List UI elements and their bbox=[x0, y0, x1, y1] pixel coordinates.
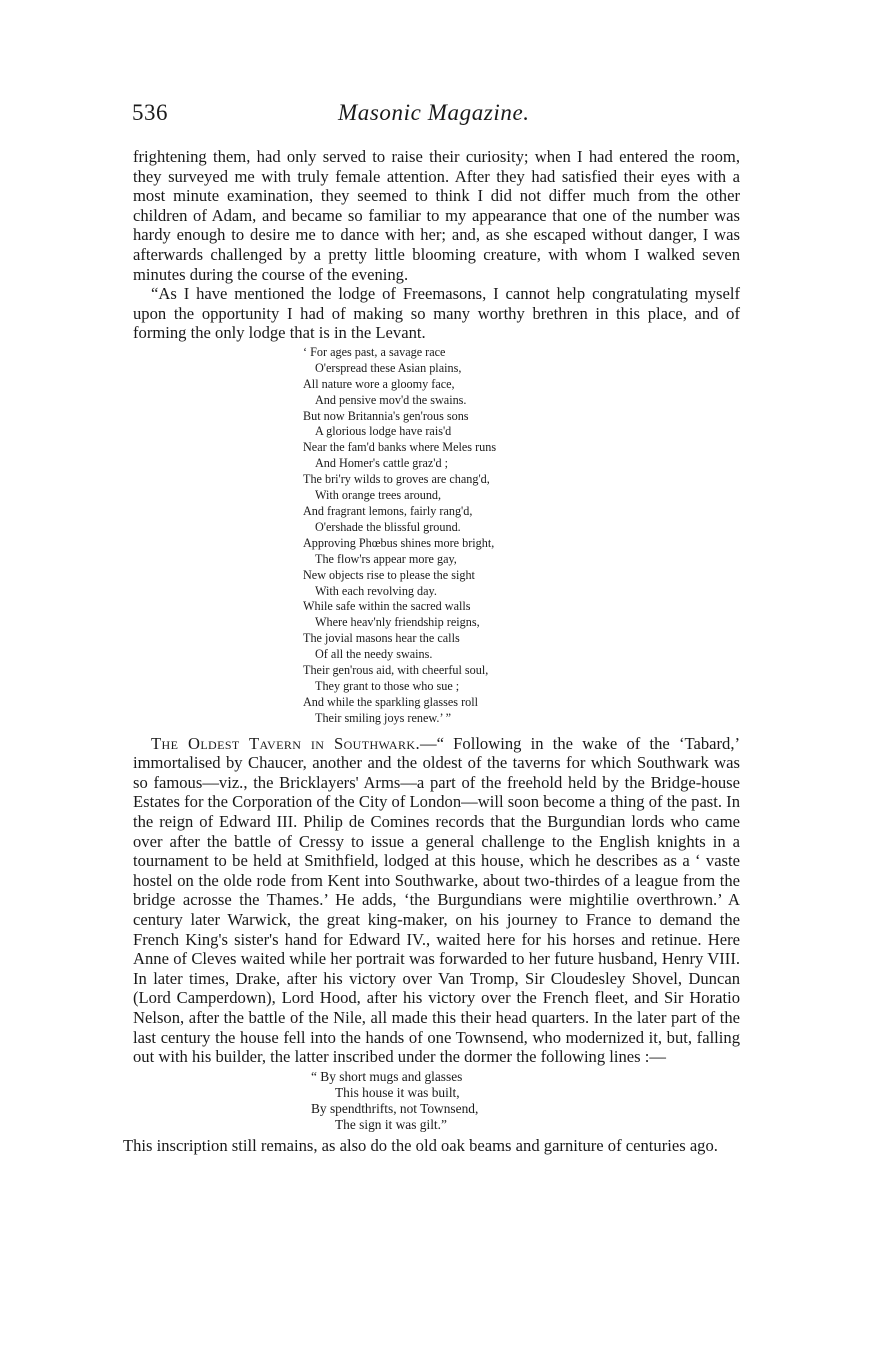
inscription-line: This house it was built, bbox=[335, 1084, 460, 1100]
poem-line: And Homer's cattle graz'd ; bbox=[315, 456, 448, 471]
poem-line: Near the fam'd banks where Meles runs bbox=[303, 440, 497, 455]
poem-line: With orange trees around, bbox=[315, 488, 442, 503]
poem-line: The flow'rs appear more gay, bbox=[315, 551, 457, 566]
poem-line: With each revolving day. bbox=[315, 583, 437, 598]
poem-line: While safe within the sacred walls bbox=[303, 599, 471, 614]
poem-line: And while the sparkling glasses roll bbox=[303, 694, 478, 709]
paragraph-closing: This inscription still remains, as also do the old oak beams and garniture of centuries ago. bbox=[123, 1135, 718, 1155]
lodge-poem bbox=[303, 345, 740, 727]
poem-line: They grant to those who sue ; bbox=[315, 678, 460, 693]
tavern-text: —“ Following in the wake of the ‘Tabard,’ immortalised by Chaucer, another and the oldest of the taverns for which Southwark was so famous—viz., the Bricklayers' Arms—a part of the freehold held by the Bridge-house Estates for the Corporation of the City of London—will soon become a thing of the past. In the reign of Edward III. Philip de Comines records that the Burgundian lords who came over after the battle of Cressy to issue a general challenge to the English knights in a tournament to be held at Smithfield, lodged at this house, which he describes as a ‘ vaste hostel on the olde rode from Kent into Southwarke, about two-thirdes of a league from the bridge acrosse the Thames.’ He adds, ‘the Burgundians were mightilie overthrown.’ A century later Warwick, the great king-maker, on his journey to France to demand the French King's sister's hand for Edward IV., waited here for his horses and retinue. Here Anne of Cleves waited while her portrait was forwarded to her future husband, Henry VIII. In later times, Drake, after his victory over Van Tromp, Sir Cloudesley Shovel, Duncan (Lord Camperdown), Lord Hood, after his victory over the French fleet, and Sir Horatio Nelson, after the battle of the Nile, all made this their head quarters. In the later part of the last century the house fell into the hands of one Townsend, who modernized it, but, falling out with his builder, the latter inscribed under the dormer the following lines :— bbox=[133, 733, 740, 1067]
inscription-line: “ By short mugs and glasses bbox=[311, 1068, 463, 1084]
poem-line: The jovial masons hear the calls bbox=[303, 631, 460, 646]
poem-line: Of all the needy swains. bbox=[315, 647, 433, 662]
running-title: Masonic Magazine. bbox=[338, 100, 530, 125]
inscription-line: The sign it was gilt.” bbox=[335, 1116, 447, 1132]
poem-line: A glorious lodge have rais'd bbox=[315, 424, 452, 439]
poem-line: All nature wore a gloomy face, bbox=[303, 376, 455, 391]
section-heading: The Oldest Tavern in Southwark. bbox=[151, 733, 421, 753]
poem-line: Their smiling joys renew.’ ” bbox=[315, 710, 452, 725]
running-header bbox=[132, 100, 742, 134]
poem-line: Where heav'nly friendship reigns, bbox=[315, 615, 480, 630]
page-number: 536 bbox=[132, 100, 168, 125]
poem-line: Their gen'rous aid, with cheerful soul, bbox=[303, 663, 489, 678]
poem-line: Approving Phœbus shines more bright, bbox=[303, 535, 495, 550]
poem-line: O'erspread these Asian plains, bbox=[315, 360, 462, 375]
paragraph-smyrna-ball: frightening them, had only served to raise their curiosity; when I had entered the room, they surveyed me with truly female attention. After they had satisfied their eyes with a most minute examination, they seemed to think I did not differ much from the other children of Adam, and became so familiar to my appearance that one of the number was hardy enough to desire me to dance with her; and, as she escaped without danger, I was afterwards challenged by a pretty little blooming creature, with whom I walked seven minutes during the course of the evening. bbox=[133, 147, 740, 284]
poem-line: But now Britannia's gen'rous sons bbox=[303, 408, 469, 423]
poem-line: O'ershade the blissful ground. bbox=[315, 519, 461, 534]
dormer-inscription bbox=[311, 1069, 740, 1133]
poem-line: New objects rise to please the sight bbox=[303, 567, 475, 582]
paragraph-oldest-tavern bbox=[133, 734, 740, 1067]
poem-line: And pensive mov'd the swains. bbox=[315, 392, 467, 407]
poem-line: And fragrant lemons, fairly rang'd, bbox=[303, 504, 473, 518]
inscription-line: By spendthrifts, not Townsend, bbox=[311, 1100, 479, 1116]
article-body bbox=[123, 147, 740, 1155]
poem-line: ‘ For ages past, a savage race bbox=[303, 344, 446, 359]
paragraph-freemasons-lodge: “As I have mentioned the lodge of Freemasons, I cannot help congratulating myself upon the opportunity I had of making so many worthy brethren in this place, and of forming the only lodge that is in the Levant. bbox=[133, 284, 740, 343]
poem-line: The bri'ry wilds to groves are chang'd, bbox=[303, 472, 490, 487]
